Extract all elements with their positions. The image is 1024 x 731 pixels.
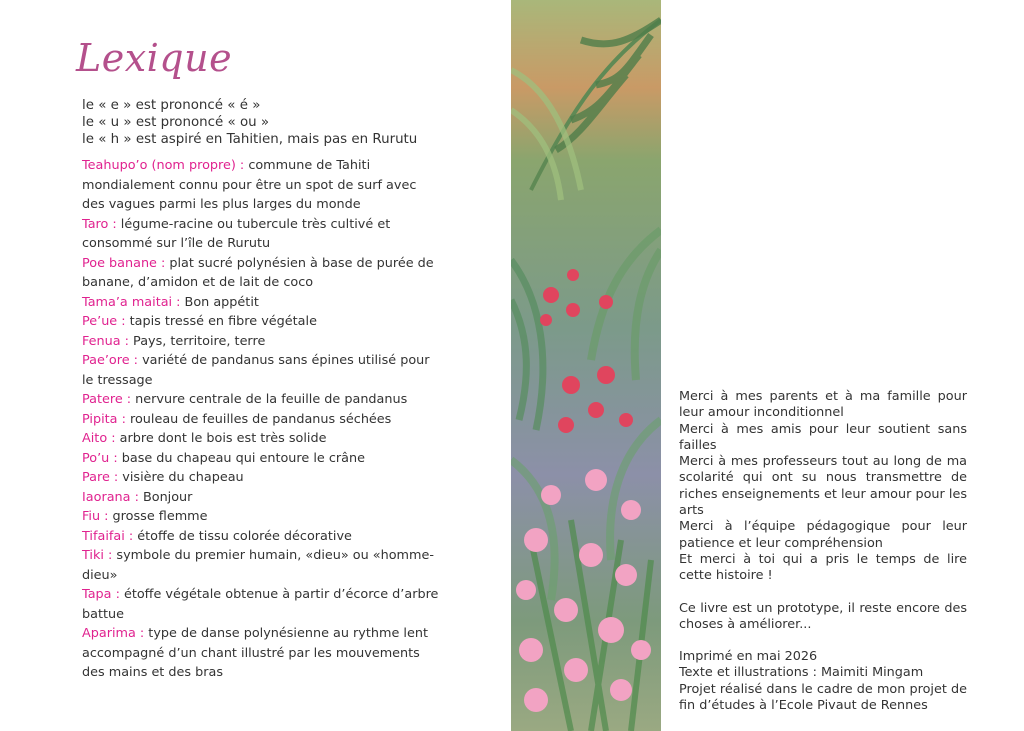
glossary-list [82, 156, 442, 683]
glossary-definition: Bonjour [138, 489, 193, 505]
thanks-friends: Merci à mes amis pour leur soutient sans failles [679, 421, 967, 453]
glossary-definition: visière du chapeau [118, 470, 244, 485]
glossary-entry [82, 507, 442, 527]
acknowledgements [679, 389, 967, 714]
print-date: Imprimé en mai 2026 [679, 649, 818, 665]
glossary-term: Tapa : [82, 587, 120, 602]
glossary-definition: étoffe végétale obtenue à partir d’écorce d’arbre battue [82, 587, 439, 622]
pronunciation-line: le « h » est aspiré en Tahitien, mais pas en Rurutu [82, 132, 418, 147]
project-note: Projet réalisé dans le cadre de mon projet de fin d’études à l’Ecole Pivaut de Rennes [679, 681, 967, 714]
thanks-team: Merci à l’équipe pédagogique pour leur patience et leur compréhension [679, 519, 967, 551]
glossary-entry [82, 449, 442, 469]
glossary-entry [82, 546, 442, 585]
glossary-entry [82, 293, 442, 313]
glossary-entry [82, 410, 442, 430]
glossary-entry [82, 585, 442, 624]
glossary-definition: plat sucré polynésien à base de purée de banane, d’amidon et de lait de coco [82, 255, 434, 290]
glossary-entry [82, 332, 442, 352]
glossary-entry [82, 624, 442, 683]
glossary-entry [82, 215, 442, 254]
glossary-entry [82, 312, 442, 332]
glossary-definition: étoffe de tissu colorée décorative [133, 528, 352, 544]
glossary-term: Pipita : [82, 411, 126, 427]
glossary-term: Pae’ore : [82, 353, 138, 368]
glossary-term: Tifaifai : [82, 528, 134, 544]
pronunciation-notes [82, 97, 482, 148]
page-title: Lexique [76, 36, 233, 80]
glossary-term: Pare : [82, 470, 119, 485]
glossary-entry [82, 254, 442, 293]
glossary-definition: grosse flemme [108, 509, 208, 524]
glossary-entry [82, 527, 442, 547]
glossary-definition: tapis tressé en fibre végétale [125, 314, 317, 329]
pronunciation-line: le « e » est prononcé « é » [82, 98, 261, 113]
foliage-flower-painting [511, 0, 661, 731]
glossary-definition: légume-racine ou tubercule très cultivé et consommé sur l’île de Rurutu [82, 216, 391, 251]
glossary-definition: nervure centrale de la feuille de pandanus [131, 392, 408, 407]
glossary-entry [82, 351, 442, 390]
tropical-illustration [511, 0, 661, 731]
thanks-reader: Et merci à toi qui a pris le temps de lire cette histoire ! [679, 551, 967, 584]
glossary-entry [82, 156, 442, 215]
pronunciation-line: le « u » est prononcé « ou » [82, 115, 270, 130]
glossary-term: Po’u : [82, 450, 118, 466]
credits: Texte et illustrations : Maimiti Mingam [679, 665, 924, 681]
glossary-definition: Bon appétit [180, 294, 259, 310]
glossary-definition: base du chapeau qui entoure le crâne [117, 450, 365, 466]
glossary-term: Tiki : [82, 548, 113, 563]
glossary-term: Tama’a maitai : [82, 294, 181, 310]
glossary-term: Poe banane : [82, 255, 166, 271]
glossary-definition: type de danse polynésienne au rythme lent accompagné d’un chant illustré par les mouvements des mains et des bras [82, 626, 428, 680]
thanks-teachers: Merci à mes professeurs tout au long de ma scolarité qui ont su nous transmettre de riches enseignements et leur amour pour les arts [679, 454, 967, 519]
glossary-term: Iaorana : [82, 489, 139, 505]
glossary-term: Aparima : [82, 626, 145, 641]
glossary-entry [82, 488, 442, 508]
glossary-entry [82, 468, 442, 488]
glossary-term: Fenua : [82, 333, 129, 349]
glossary-term: Pe’ue : [82, 314, 126, 329]
glossary-term: Teahupo’o (nom propre) : [82, 158, 245, 173]
prototype-note: Ce livre est un prototype, il reste encore des choses à améliorer... [679, 600, 967, 632]
glossary-definition: commune de Tahiti mondialement connu pour être un spot de surf avec des vagues parmi les plus larges du monde [82, 158, 417, 212]
glossary-term: Taro : [82, 216, 117, 232]
glossary-definition: symbole du premier humain, «dieu» ou «homme-dieu» [82, 548, 434, 583]
glossary-entry [82, 390, 442, 410]
glossary-term: Patere : [82, 392, 132, 407]
glossary-entry [82, 429, 442, 449]
thanks-parents: Merci à mes parents et à ma famille pour leur amour inconditionnel [679, 389, 967, 421]
glossary-definition: variété de pandanus sans épines utilisé pour le tressage [82, 353, 430, 388]
glossary-term: Aito : [82, 431, 116, 446]
glossary-definition: arbre dont le bois est très solide [115, 431, 327, 446]
glossary-term: Fiu : [82, 509, 109, 524]
glossary-definition: rouleau de feuilles de pandanus séchées [125, 411, 392, 427]
glossary-definition: Pays, territoire, terre [128, 333, 266, 349]
